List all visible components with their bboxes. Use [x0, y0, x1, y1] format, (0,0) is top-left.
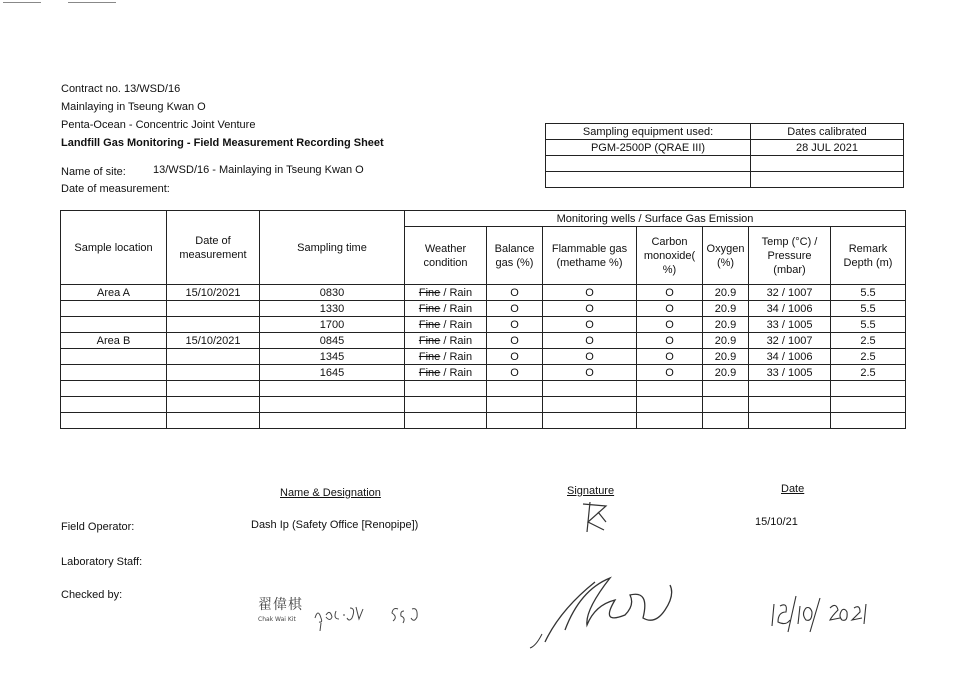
weather-fine-struck: Fine	[418, 302, 441, 315]
calibration-header: Dates calibrated	[751, 124, 904, 140]
table-row	[61, 365, 906, 381]
cell-oxygen: 20.9	[703, 317, 749, 333]
empty-cell	[637, 397, 703, 413]
cell-depth: 5.5	[831, 301, 906, 317]
measurement-table-body	[61, 285, 906, 429]
cell-location	[61, 317, 167, 333]
project-name: Mainlaying in Tseung Kwan O	[61, 101, 206, 113]
cell-co: O	[637, 365, 703, 381]
cell-temp: 34 / 1006	[749, 301, 831, 317]
col-flammable-gas: Flammable gas (methame %)	[543, 227, 637, 285]
cell-time: 0845	[260, 333, 405, 349]
equipment-empty-cell	[546, 156, 751, 172]
empty-cell	[487, 413, 543, 429]
cell-date: 15/10/2021	[167, 285, 260, 301]
empty-cell	[260, 397, 405, 413]
cell-flammable: O	[543, 317, 637, 333]
field-operator-date: 15/10/21	[755, 516, 798, 528]
cell-depth: 2.5	[831, 333, 906, 349]
cell-flammable: O	[543, 301, 637, 317]
empty-cell	[487, 397, 543, 413]
empty-cell	[831, 397, 906, 413]
empty-cell	[831, 413, 906, 429]
cell-oxygen: 20.9	[703, 285, 749, 301]
contract-number: Contract no. 13/WSD/16	[61, 83, 181, 95]
cell-location: Area A	[61, 285, 167, 301]
weather-cell	[405, 333, 487, 349]
empty-cell	[260, 381, 405, 397]
empty-cell	[405, 381, 487, 397]
empty-cell	[167, 413, 260, 429]
cell-balance: O	[487, 285, 543, 301]
cell-time: 0830	[260, 285, 405, 301]
empty-cell	[260, 413, 405, 429]
cell-temp: 32 / 1007	[749, 285, 831, 301]
cell-depth: 2.5	[831, 365, 906, 381]
equipment-empty-cell	[546, 172, 751, 188]
cell-co: O	[637, 317, 703, 333]
cell-depth: 2.5	[831, 349, 906, 365]
cell-balance: O	[487, 317, 543, 333]
cell-temp: 32 / 1007	[749, 333, 831, 349]
equipment-empty-cell	[751, 156, 904, 172]
cell-balance: O	[487, 349, 543, 365]
table-row	[61, 333, 906, 349]
empty-cell	[831, 381, 906, 397]
col-remark-depth: Remark Depth (m)	[831, 227, 906, 285]
cell-co: O	[637, 333, 703, 349]
cell-temp: 33 / 1005	[749, 365, 831, 381]
weather-rain: / Rain	[443, 302, 473, 315]
cell-balance: O	[487, 301, 543, 317]
cell-flammable: O	[543, 285, 637, 301]
empty-cell	[61, 381, 167, 397]
weather-cell	[405, 365, 487, 381]
field-operator-signature	[578, 500, 612, 536]
cell-oxygen: 20.9	[703, 349, 749, 365]
measurement-date-label: Date of measurement:	[61, 183, 170, 195]
empty-cell	[703, 413, 749, 429]
weather-fine-struck: Fine	[418, 286, 441, 299]
col-temp-pressure: Temp (°C) / Pressure (mbar)	[749, 227, 831, 285]
date-heading: Date	[781, 483, 805, 495]
empty-cell	[637, 413, 703, 429]
checked-by-label: Checked by:	[61, 589, 123, 601]
cell-time: 1700	[260, 317, 405, 333]
document-header	[61, 80, 384, 152]
empty-cell	[703, 381, 749, 397]
field-operator-label: Field Operator:	[61, 521, 135, 533]
site-value: 13/WSD/16 - Mainlaying in Tseung Kwan O	[153, 164, 364, 176]
empty-cell	[637, 381, 703, 397]
col-oxygen: Oxygen (%)	[703, 227, 749, 285]
weather-rain: / Rain	[443, 286, 473, 299]
cell-oxygen: 20.9	[703, 301, 749, 317]
weather-fine-struck: Fine	[418, 350, 441, 363]
cell-co: O	[637, 349, 703, 365]
empty-cell	[749, 413, 831, 429]
empty-cell	[167, 397, 260, 413]
cell-balance: O	[487, 333, 543, 349]
weather-rain: / Rain	[443, 366, 473, 379]
cell-date: 15/10/2021	[167, 333, 260, 349]
cell-depth: 5.5	[831, 317, 906, 333]
checked-by-signature	[525, 570, 685, 650]
cell-date	[167, 349, 260, 365]
field-operator-name: Dash Ip (Safety Office [Renopipe])	[251, 519, 419, 531]
empty-table-row	[61, 397, 906, 413]
empty-cell	[749, 381, 831, 397]
monitoring-group-header: Monitoring wells / Surface Gas Emission	[405, 211, 906, 227]
empty-cell	[61, 397, 167, 413]
calibration-date: 28 JUL 2021	[751, 140, 904, 156]
cell-location	[61, 365, 167, 381]
empty-cell	[405, 413, 487, 429]
col-date: Date of measurement	[167, 211, 260, 285]
weather-cell	[405, 301, 487, 317]
checked-by-handwritten-date	[770, 592, 870, 634]
cell-balance: O	[487, 365, 543, 381]
weather-rain: / Rain	[443, 318, 473, 331]
scan-artifact	[3, 2, 41, 3]
weather-cell	[405, 349, 487, 365]
cell-date	[167, 301, 260, 317]
equipment-empty-cell	[751, 172, 904, 188]
equipment-header: Sampling equipment used:	[546, 124, 751, 140]
empty-table-row	[61, 413, 906, 429]
empty-cell	[543, 397, 637, 413]
col-weather: Weather condition	[405, 227, 487, 285]
svg-text:翟偉棋: 翟偉棋	[258, 597, 303, 613]
cell-location: Area B	[61, 333, 167, 349]
cell-co: O	[637, 285, 703, 301]
cell-flammable: O	[543, 365, 637, 381]
weather-cell	[405, 317, 487, 333]
cell-time: 1645	[260, 365, 405, 381]
cell-oxygen: 20.9	[703, 365, 749, 381]
name-designation-heading: Name & Designation	[280, 487, 381, 499]
cell-depth: 5.5	[831, 285, 906, 301]
table-row	[61, 349, 906, 365]
weather-fine-struck: Fine	[418, 318, 441, 331]
empty-cell	[61, 413, 167, 429]
signature-heading: Signature	[567, 485, 615, 497]
measurement-table	[60, 210, 906, 429]
weather-fine-struck: Fine	[418, 366, 441, 379]
cell-time: 1345	[260, 349, 405, 365]
weather-fine-struck: Fine	[418, 334, 441, 347]
checked-by-stamp	[258, 593, 438, 635]
cell-location	[61, 349, 167, 365]
cell-location	[61, 301, 167, 317]
empty-table-row	[61, 381, 906, 397]
col-sampling-time: Sampling time	[260, 211, 405, 285]
empty-cell	[543, 381, 637, 397]
empty-cell	[405, 397, 487, 413]
col-carbon-monoxide: Carbon monoxide( %)	[637, 227, 703, 285]
empty-cell	[703, 397, 749, 413]
cell-date	[167, 317, 260, 333]
col-sample-location: Sample location	[61, 211, 167, 285]
cell-date	[167, 365, 260, 381]
cell-flammable: O	[543, 333, 637, 349]
col-balance-gas: Balance gas (%)	[487, 227, 543, 285]
empty-cell	[167, 381, 260, 397]
weather-rain: / Rain	[443, 334, 473, 347]
sheet-title: Landfill Gas Monitoring - Field Measurement Recording Sheet	[61, 137, 384, 149]
table-row	[61, 301, 906, 317]
table-row	[61, 317, 906, 333]
weather-rain: / Rain	[443, 350, 473, 363]
cell-temp: 34 / 1006	[749, 349, 831, 365]
cell-temp: 33 / 1005	[749, 317, 831, 333]
table-row	[61, 285, 906, 301]
cell-oxygen: 20.9	[703, 333, 749, 349]
cell-time: 1330	[260, 301, 405, 317]
empty-cell	[749, 397, 831, 413]
site-label: Name of site:	[61, 166, 126, 178]
equipment-table	[545, 123, 904, 188]
cell-co: O	[637, 301, 703, 317]
cell-flammable: O	[543, 349, 637, 365]
svg-text:Chak Wai Kit: Chak Wai Kit	[258, 616, 296, 623]
scan-artifact	[68, 2, 116, 3]
joint-venture: Penta-Ocean - Concentric Joint Venture	[61, 119, 256, 131]
empty-cell	[487, 381, 543, 397]
empty-cell	[543, 413, 637, 429]
equipment-value: PGM-2500P (QRAE III)	[546, 140, 751, 156]
weather-cell	[405, 285, 487, 301]
laboratory-staff-label: Laboratory Staff:	[61, 556, 143, 568]
